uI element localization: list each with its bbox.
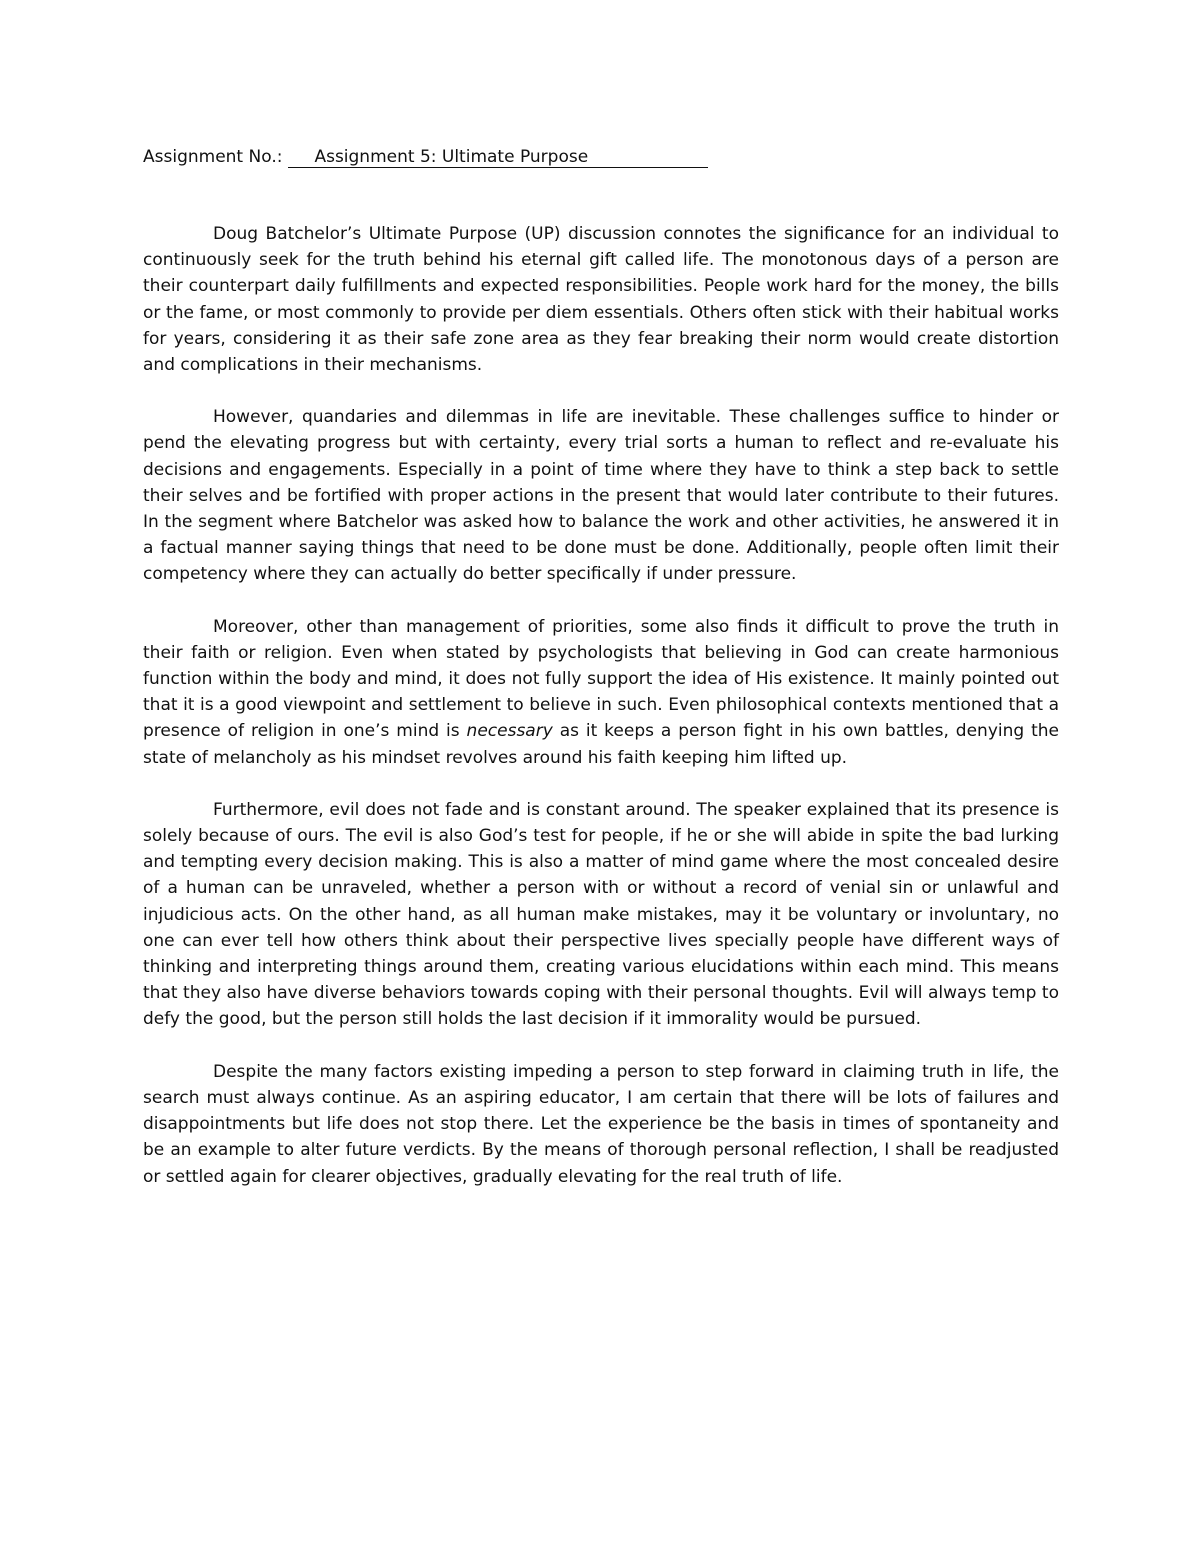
paragraph-faith-text-after: as it keeps a person fight in his own battles, denying the state of melancholy as his mindset revolves around his faith keeping him lifted up. xyxy=(143,721,1059,768)
paragraph-faith-text-before: Moreover, other than management of priorities, some also finds it difficult to prove the truth in their faith or religion. Even when stated by psychologists that believing in God can create harmonious function within the body and mind, it does not fully support the idea of His existence. It mainly pointed out that it is a good viewpoint and settlement to believe in such. Even philosophical contexts mentioned that a presence of religion in one’s mind is xyxy=(143,616,1059,742)
assignment-title-field: Assignment 5: Ultimate Purpose xyxy=(288,147,708,168)
emphasized-word: necessary xyxy=(466,721,553,742)
assignment-header xyxy=(143,145,743,169)
paragraph-evil: Furthermore, evil does not fade and is constant around. The speaker explained that its presence is solely because of ours. The evil is also God’s test for people, if he or she will abide in spite the bad lurking and tempting every decision making. This is also a matter of mind game where the most concealed desire of a human can be unraveled, whether a person with or without a record of venial sin or unlawful and injudicious acts. On the other hand, as all human make mistakes, may it be voluntary or involuntary, no one can ever tell how others think about their perspective lives specially people have different ways of thinking and interpreting things around them, creating various elucidations within each mind. This means that they also have diverse behaviors towards coping with their personal thoughts. Evil will always temp to defy the good, but the person still holds the last decision if it immorality would be pursued. xyxy=(143,799,1059,1030)
paragraph-intro: Doug Batchelor’s Ultimate Purpose (UP) discussion connotes the significance for an individual to continuously seek for the truth behind his eternal gift called life. The monotonous days of a person are their counterpart daily fulfillments and expected responsibilities. People work hard for the money, the bills or the fame, or most commonly to provide per diem essentials. Others often stick with their habitual works for years, considering it as their safe zone area as they fear breaking their norm would create distortion and complications in their mechanisms. xyxy=(143,224,1059,376)
assignment-number-label: Assignment No.: xyxy=(143,147,283,167)
paragraph-conclusion: Despite the many factors existing impeding a person to step forward in claiming truth in life, the search must always continue. As an aspiring educator, I am certain that there will be lots of failures and disappointments but life does not stop there. Let the experience be the basis in times of spontaneity and be an example to alter future verdicts. By the means of thorough personal reflection, I shall be readjusted or settled again for clearer objectives, gradually elevating for the real truth of life. xyxy=(143,1061,1059,1187)
essay-body xyxy=(143,221,1059,1216)
paragraph-faith xyxy=(143,614,1059,771)
paragraph-dilemmas: However, quandaries and dilemmas in life are inevitable. These challenges suffice to hinder or pend the elevating progress but with certainty, every trial sorts a human to reflect and re-evaluate his decisions and engagements. Especially in a point of time where they have to think a step back to settle their selves and be fortified with proper actions in the present that would later contribute to their futures. In the segment where Batchelor was asked how to balance the work and other activities, he answered it in a factual manner saying things that need to be done must be done. Additionally, people often limit their competency where they can actually do better specifically if under pressure. xyxy=(143,407,1059,585)
